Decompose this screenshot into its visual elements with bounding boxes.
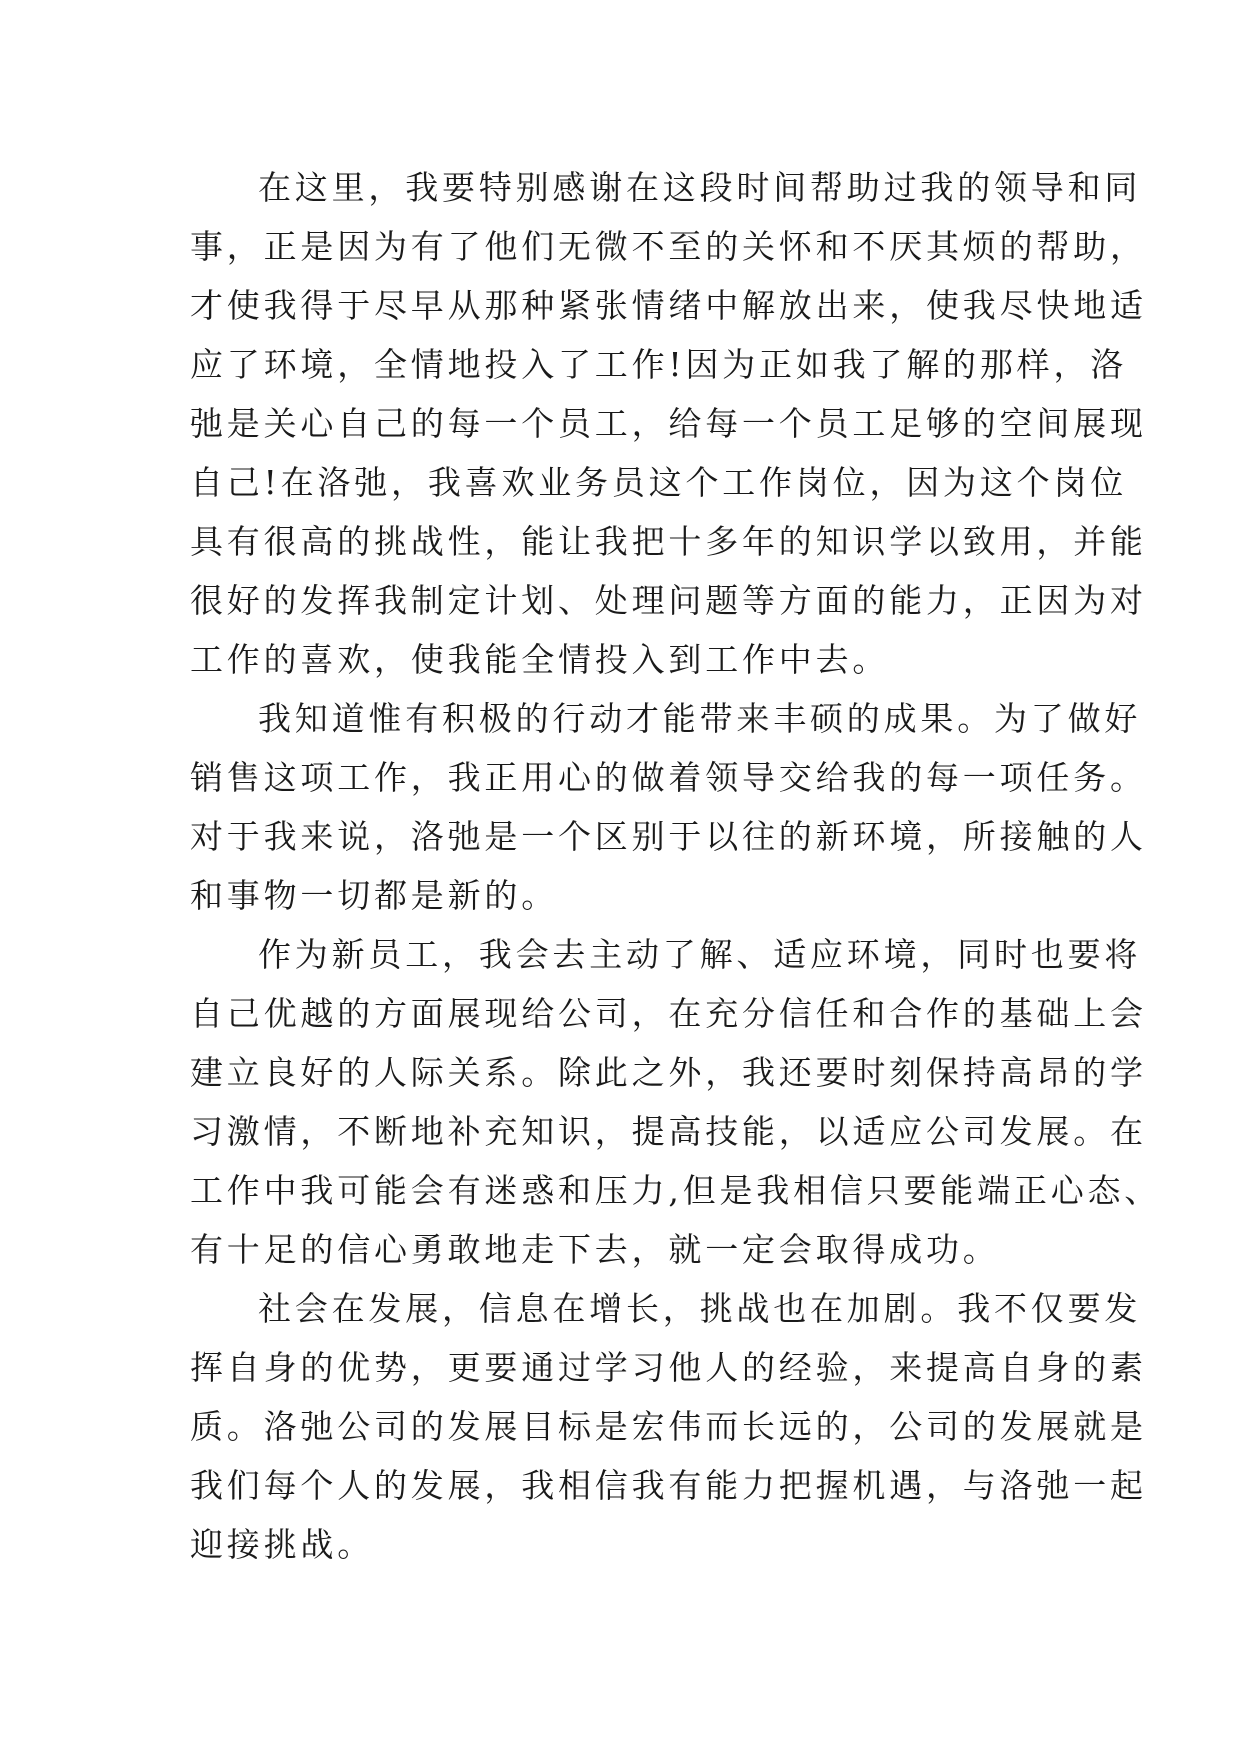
text-line: 作为新员工，我会去主动了解、适应环境，同时也要将 [258, 935, 1142, 974]
text-line: 有十足的信心勇敢地走下去，就一定会取得成功。 [190, 1230, 1000, 1269]
paragraph-action [190, 689, 1147, 925]
text-line: 质。洛弛公司的发展目标是宏伟而长远的，公司的发展就是 [190, 1407, 1147, 1446]
paragraph-new-employee [190, 925, 1162, 1279]
text-line: 对于我来说，洛弛是一个区别于以往的新环境，所接触的人 [190, 817, 1147, 856]
text-line: 习激情，不断地补充知识，提高技能，以适应公司发展。在 [190, 1112, 1147, 1151]
text-line: 迎接挑战。 [190, 1525, 374, 1564]
paragraph-gratitude [190, 158, 1147, 689]
text-line: 应了环境，全情地投入了工作!因为正如我了解的那样，洛 [190, 345, 1128, 384]
text-line: 和事物一切都是新的。 [190, 876, 558, 915]
text-line: 工作中我可能会有迷惑和压力,但是我相信只要能端正心态、 [190, 1171, 1162, 1210]
text-line: 工作的喜欢，使我能全情投入到工作中去。 [190, 640, 890, 679]
text-line: 在这里，我要特别感谢在这段时间帮助过我的领导和同 [258, 168, 1142, 207]
paragraph-challenge [190, 1279, 1147, 1574]
text-line: 才使我得于尽早从那种紧张情绪中解放出来，使我尽快地适 [190, 286, 1147, 325]
text-line: 社会在发展，信息在增长，挑战也在加剧。我不仅要发 [258, 1289, 1142, 1328]
text-line: 自己优越的方面展现给公司，在充分信任和合作的基础上会 [190, 994, 1147, 1033]
document-body [190, 158, 1162, 1574]
text-line: 我知道惟有积极的行动才能带来丰硕的成果。为了做好 [258, 699, 1142, 738]
text-line: 我们每个人的发展，我相信我有能力把握机遇，与洛弛一起 [190, 1466, 1147, 1505]
text-line: 自己!在洛弛，我喜欢业务员这个工作岗位，因为这个岗位 [190, 463, 1128, 502]
text-line: 销售这项工作，我正用心的做着领导交给我的每一项任务。 [190, 758, 1147, 797]
text-line: 建立良好的人际关系。除此之外，我还要时刻保持高昂的学 [190, 1053, 1147, 1092]
text-line: 具有很高的挑战性，能让我把十多年的知识学以致用，并能 [190, 522, 1147, 561]
text-line: 很好的发挥我制定计划、处理问题等方面的能力，正因为对 [190, 581, 1147, 620]
text-line: 弛是关心自己的每一个员工，给每一个员工足够的空间展现 [190, 404, 1147, 443]
text-line: 挥自身的优势，更要通过学习他人的经验，来提高自身的素 [190, 1348, 1147, 1387]
text-line: 事，正是因为有了他们无微不至的关怀和不厌其烦的帮助， [190, 227, 1147, 266]
